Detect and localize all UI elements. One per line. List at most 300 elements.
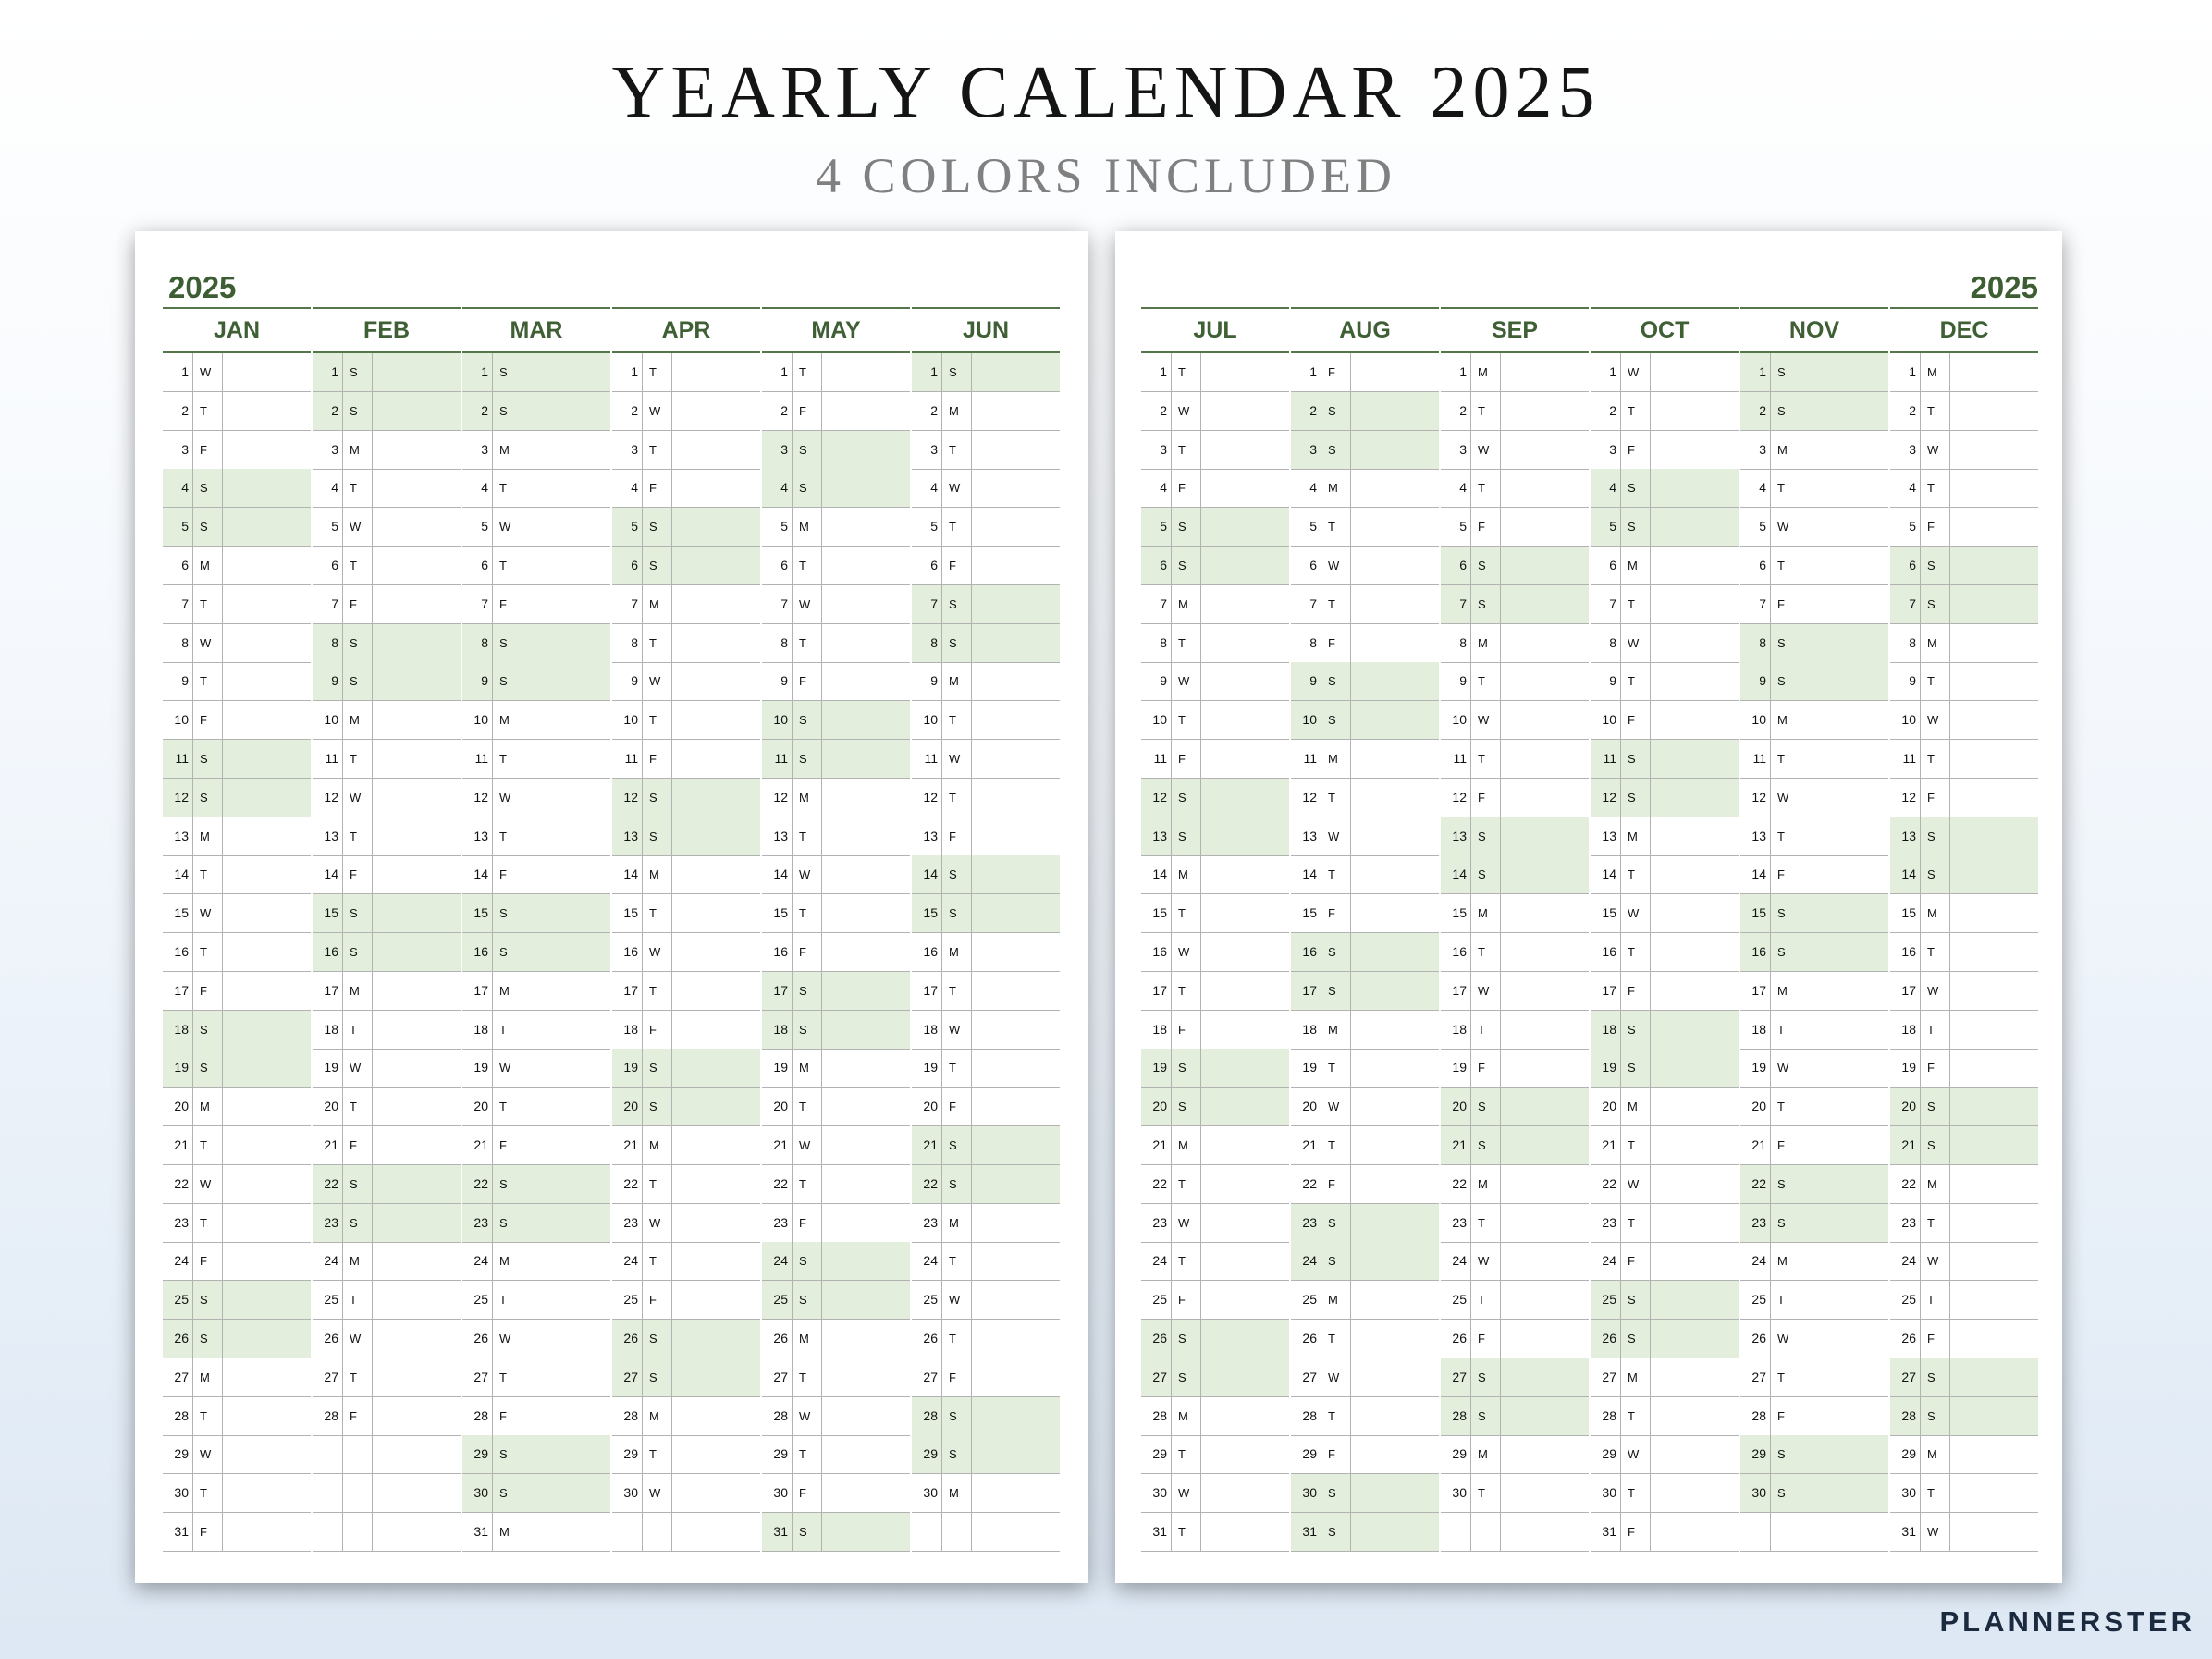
weekday-letter: T bbox=[350, 559, 357, 572]
day-number: 17 bbox=[623, 982, 638, 998]
cell-divider bbox=[1350, 353, 1351, 391]
weekday-letter: F bbox=[350, 596, 357, 611]
cell-divider bbox=[1470, 972, 1471, 1010]
weekday-letter: W bbox=[1178, 674, 1190, 689]
cell-divider bbox=[941, 1088, 942, 1125]
cell-divider bbox=[192, 1358, 193, 1396]
cell-divider bbox=[342, 508, 343, 546]
cell-divider bbox=[1171, 585, 1172, 623]
weekday-letter: T bbox=[1178, 1254, 1186, 1269]
day-number: 8 bbox=[331, 634, 338, 650]
cell-divider bbox=[1200, 817, 1201, 855]
cell-divider bbox=[222, 740, 223, 778]
cell-divider bbox=[821, 431, 822, 469]
cell-divider bbox=[1350, 585, 1351, 623]
day-row bbox=[1291, 431, 1439, 470]
cell-divider bbox=[792, 701, 793, 739]
cell-divider bbox=[1350, 701, 1351, 739]
weekday-letter: T bbox=[200, 596, 207, 611]
cell-divider bbox=[222, 585, 223, 623]
day-row bbox=[163, 894, 311, 933]
day-number: 2 bbox=[1759, 402, 1766, 418]
cell-divider bbox=[372, 1435, 373, 1473]
cell-divider bbox=[1770, 1165, 1771, 1203]
day-row bbox=[912, 855, 1060, 894]
cell-divider bbox=[1920, 1474, 1921, 1512]
day-row bbox=[163, 662, 311, 701]
cell-divider bbox=[671, 662, 672, 700]
weekday-letter: F bbox=[1328, 365, 1335, 379]
weekday-letter: F bbox=[1178, 481, 1186, 496]
cell-divider bbox=[1949, 353, 1950, 391]
cell-divider bbox=[1470, 701, 1471, 739]
cell-divider bbox=[941, 431, 942, 469]
day-number: 4 bbox=[481, 480, 488, 496]
cell-divider bbox=[1171, 1126, 1172, 1164]
cell-divider bbox=[372, 740, 373, 778]
weekday-letter: S bbox=[200, 481, 208, 496]
day-number: 25 bbox=[1302, 1292, 1317, 1308]
day-number: 22 bbox=[174, 1175, 189, 1191]
cell-divider bbox=[1350, 1088, 1351, 1125]
cell-divider bbox=[1470, 855, 1471, 893]
cell-divider bbox=[671, 817, 672, 855]
cell-divider bbox=[1500, 469, 1501, 507]
weekday-letter: M bbox=[1777, 442, 1788, 457]
cell-divider bbox=[941, 1358, 942, 1396]
weekday-letter: F bbox=[1927, 520, 1935, 535]
weekday-letter: F bbox=[799, 674, 806, 689]
weekday-letter: T bbox=[1628, 1486, 1635, 1501]
weekday-letter: S bbox=[1478, 829, 1486, 843]
year-label: 2025 bbox=[1970, 270, 2038, 304]
day-number: 21 bbox=[1901, 1137, 1916, 1152]
cell-divider bbox=[1470, 508, 1471, 546]
cell-divider bbox=[821, 1165, 822, 1203]
day-row bbox=[1591, 855, 1739, 894]
cell-divider bbox=[1920, 817, 1921, 855]
day-row bbox=[1441, 779, 1589, 817]
cell-divider bbox=[222, 1011, 223, 1049]
weekday-letter: T bbox=[1328, 1332, 1335, 1346]
cell-divider bbox=[971, 1204, 972, 1242]
cell-divider bbox=[1500, 817, 1501, 855]
cell-divider bbox=[821, 1049, 822, 1087]
weekday-letter: W bbox=[799, 867, 811, 882]
cell-divider bbox=[1470, 1126, 1471, 1164]
cell-divider bbox=[1200, 1165, 1201, 1203]
weekday-letter: S bbox=[499, 1176, 508, 1191]
day-row bbox=[1441, 1435, 1589, 1474]
cell-divider bbox=[671, 1011, 672, 1049]
day-row bbox=[1141, 972, 1289, 1011]
cell-divider bbox=[372, 1126, 373, 1164]
day-row bbox=[612, 1435, 760, 1474]
day-row bbox=[1141, 1358, 1289, 1397]
cell-divider bbox=[1470, 1242, 1471, 1280]
cell-divider bbox=[941, 1474, 942, 1512]
cell-divider bbox=[1350, 933, 1351, 971]
weekday-letter: S bbox=[649, 1370, 657, 1384]
day-number: 29 bbox=[1901, 1446, 1916, 1462]
weekday-letter: S bbox=[350, 674, 358, 689]
cell-divider bbox=[1949, 1320, 1950, 1358]
day-number: 12 bbox=[324, 789, 338, 805]
weekday-letter: S bbox=[1927, 559, 1936, 572]
weekday-letter: S bbox=[1328, 983, 1336, 998]
day-number: 29 bbox=[174, 1446, 189, 1462]
weekday-letter: T bbox=[799, 1447, 806, 1462]
weekday-letter: W bbox=[1628, 1447, 1640, 1462]
weekday-letter: S bbox=[949, 1176, 957, 1191]
cell-divider bbox=[222, 547, 223, 584]
cell-divider bbox=[192, 624, 193, 662]
weekday-letter: W bbox=[499, 1332, 511, 1346]
day-row bbox=[762, 740, 910, 779]
weekday-letter: M bbox=[350, 983, 360, 998]
day-number: 14 bbox=[1152, 866, 1167, 882]
cell-divider bbox=[1770, 469, 1771, 507]
day-row bbox=[1441, 1320, 1589, 1358]
day-row bbox=[1441, 1474, 1589, 1513]
day-row bbox=[313, 1204, 461, 1243]
weekday-letter: S bbox=[1777, 1176, 1786, 1191]
cell-divider bbox=[941, 508, 942, 546]
day-row bbox=[1591, 1281, 1739, 1320]
day-number: 12 bbox=[1302, 789, 1317, 805]
day-number: 24 bbox=[1602, 1253, 1616, 1269]
cell-divider bbox=[1920, 1435, 1921, 1473]
weekday-letter: W bbox=[350, 1332, 362, 1346]
day-number: 3 bbox=[1909, 441, 1916, 457]
day-number: 23 bbox=[174, 1214, 189, 1230]
day-row bbox=[912, 431, 1060, 470]
day-row bbox=[462, 701, 610, 740]
cell-divider bbox=[1200, 1474, 1201, 1512]
day-number: 4 bbox=[1609, 480, 1616, 496]
day-number: 26 bbox=[473, 1331, 488, 1346]
cell-divider bbox=[792, 508, 793, 546]
day-row bbox=[612, 894, 760, 933]
day-number: 11 bbox=[175, 751, 189, 766]
day-number: 3 bbox=[780, 441, 788, 457]
cell-divider bbox=[1500, 624, 1501, 662]
day-number: 22 bbox=[473, 1175, 488, 1191]
day-number: 7 bbox=[1309, 596, 1317, 611]
cell-divider bbox=[642, 1397, 643, 1435]
weekday-letter: M bbox=[200, 1100, 210, 1114]
day-number: 21 bbox=[923, 1137, 938, 1152]
day-number: 4 bbox=[1160, 480, 1167, 496]
weekday-letter: W bbox=[649, 1215, 661, 1230]
day-row bbox=[1890, 1204, 2038, 1243]
cell-divider bbox=[192, 701, 193, 739]
day-row bbox=[462, 1242, 610, 1281]
cell-divider bbox=[1770, 1011, 1771, 1049]
day-number: 14 bbox=[773, 866, 788, 882]
cell-divider bbox=[1770, 817, 1771, 855]
weekday-letter: M bbox=[1927, 906, 1937, 921]
day-number: 7 bbox=[1459, 596, 1467, 611]
day-row bbox=[1740, 1011, 1888, 1050]
weekday-letter: W bbox=[1628, 1176, 1640, 1191]
weekday-letter: T bbox=[499, 559, 507, 572]
day-row bbox=[1141, 1204, 1289, 1243]
day-row bbox=[912, 392, 1060, 431]
weekday-letter: T bbox=[799, 1176, 806, 1191]
day-row bbox=[912, 933, 1060, 972]
day-row bbox=[163, 779, 311, 817]
day-number: 15 bbox=[1152, 905, 1167, 921]
day-row bbox=[163, 817, 311, 856]
weekday-letter: S bbox=[1178, 559, 1186, 572]
day-row bbox=[1591, 1204, 1739, 1243]
cell-divider bbox=[1350, 1165, 1351, 1203]
day-number: 16 bbox=[1152, 944, 1167, 959]
cell-divider bbox=[1200, 1204, 1201, 1242]
day-number: 16 bbox=[1302, 944, 1317, 959]
day-row bbox=[1291, 1242, 1439, 1281]
weekday-letter: S bbox=[1478, 867, 1486, 882]
cell-divider bbox=[342, 817, 343, 855]
weekday-letter: F bbox=[649, 1293, 657, 1308]
day-number: 27 bbox=[1152, 1369, 1167, 1384]
weekday-letter: T bbox=[1328, 1061, 1335, 1075]
day-row bbox=[462, 1165, 610, 1204]
cell-divider bbox=[222, 1397, 223, 1435]
cell-divider bbox=[1770, 894, 1771, 932]
day-number: 10 bbox=[1751, 712, 1766, 728]
weekday-letter: F bbox=[1178, 752, 1186, 766]
cell-divider bbox=[1920, 701, 1921, 739]
weekday-letter: M bbox=[1628, 1100, 1638, 1114]
weekday-letter: T bbox=[649, 1447, 657, 1462]
day-row bbox=[1740, 1397, 1888, 1436]
cell-divider bbox=[1350, 431, 1351, 469]
cell-divider bbox=[1350, 1435, 1351, 1473]
day-number: 26 bbox=[1452, 1331, 1467, 1346]
weekday-letter: W bbox=[1178, 1486, 1190, 1501]
day-number: 10 bbox=[473, 712, 488, 728]
cell-divider bbox=[342, 547, 343, 584]
weekday-letter: S bbox=[1178, 1332, 1186, 1346]
cell-divider bbox=[1650, 1165, 1651, 1203]
cell-divider bbox=[1350, 508, 1351, 546]
cell-divider bbox=[222, 431, 223, 469]
day-row bbox=[313, 1088, 461, 1126]
day-number: 28 bbox=[1901, 1407, 1916, 1423]
cell-divider bbox=[642, 662, 643, 700]
day-number: 28 bbox=[174, 1407, 189, 1423]
cell-divider bbox=[342, 624, 343, 662]
cell-divider bbox=[642, 547, 643, 584]
day-row bbox=[1591, 779, 1739, 817]
cell-divider bbox=[1470, 740, 1471, 778]
day-row bbox=[462, 1011, 610, 1050]
cell-divider bbox=[1171, 1242, 1172, 1280]
cell-divider bbox=[222, 1126, 223, 1164]
cell-divider bbox=[1200, 740, 1201, 778]
cell-divider bbox=[222, 1320, 223, 1358]
day-row bbox=[762, 779, 910, 817]
cell-divider bbox=[342, 469, 343, 507]
cell-divider bbox=[1620, 547, 1621, 584]
cell-divider bbox=[821, 1358, 822, 1396]
cell-divider bbox=[642, 1435, 643, 1473]
day-number: 8 bbox=[631, 634, 638, 650]
day-row bbox=[313, 1011, 461, 1050]
cell-divider bbox=[821, 1474, 822, 1512]
cell-divider bbox=[1949, 1435, 1950, 1473]
day-number: 1 bbox=[1459, 364, 1467, 379]
day-number: 9 bbox=[780, 673, 788, 689]
day-row bbox=[762, 1204, 910, 1243]
day-number: 29 bbox=[773, 1446, 788, 1462]
day-row bbox=[163, 933, 311, 972]
day-number: 1 bbox=[1759, 364, 1766, 379]
day-row bbox=[163, 1397, 311, 1436]
weekday-letter: S bbox=[649, 1061, 657, 1075]
cell-divider bbox=[1200, 1358, 1201, 1396]
cell-divider bbox=[492, 431, 493, 469]
weekday-letter: T bbox=[649, 442, 657, 457]
day-row bbox=[762, 431, 910, 470]
cell-divider bbox=[1500, 508, 1501, 546]
day-row bbox=[1591, 662, 1739, 701]
day-number: 15 bbox=[923, 905, 938, 921]
day-row bbox=[313, 624, 461, 663]
day-number: 20 bbox=[1751, 1099, 1766, 1114]
month-name: JUN bbox=[912, 307, 1060, 353]
weekday-letter: T bbox=[499, 1100, 507, 1114]
day-row bbox=[1591, 508, 1739, 547]
day-number: 23 bbox=[473, 1214, 488, 1230]
cell-divider bbox=[1949, 1358, 1950, 1396]
cell-divider bbox=[342, 1474, 343, 1512]
day-number: 5 bbox=[780, 519, 788, 535]
day-number: 9 bbox=[1909, 673, 1916, 689]
day-number: 24 bbox=[324, 1253, 338, 1269]
weekday-letter: S bbox=[1178, 1370, 1186, 1384]
cell-divider bbox=[821, 585, 822, 623]
day-row bbox=[912, 817, 1060, 856]
weekday-letter: S bbox=[649, 790, 657, 805]
cell-divider bbox=[1920, 1358, 1921, 1396]
cell-divider bbox=[1920, 855, 1921, 893]
cell-divider bbox=[1200, 1088, 1201, 1125]
day-number: 2 bbox=[1459, 402, 1467, 418]
cell-divider bbox=[941, 1126, 942, 1164]
weekday-letter: F bbox=[1777, 1138, 1785, 1152]
day-number: 5 bbox=[1309, 519, 1317, 535]
cell-divider bbox=[222, 894, 223, 932]
weekday-letter: M bbox=[1927, 635, 1937, 650]
weekday-letter: T bbox=[1927, 1215, 1935, 1230]
weekday-letter: M bbox=[200, 829, 210, 843]
day-number: 27 bbox=[1302, 1369, 1317, 1384]
weekday-letter: T bbox=[1178, 983, 1186, 998]
day-number: 24 bbox=[623, 1253, 638, 1269]
weekday-letter: S bbox=[499, 1486, 508, 1501]
cell-divider bbox=[1920, 662, 1921, 700]
cell-divider bbox=[792, 353, 793, 391]
weekday-letter: S bbox=[499, 635, 508, 650]
day-row bbox=[313, 469, 461, 508]
day-number: 5 bbox=[1160, 519, 1167, 535]
brand-logo-text: PLANNERSTER bbox=[1939, 1605, 2195, 1638]
weekday-letter: S bbox=[1628, 520, 1636, 535]
cell-divider bbox=[222, 392, 223, 430]
day-number: 9 bbox=[1759, 673, 1766, 689]
day-row bbox=[313, 817, 461, 856]
weekday-letter: F bbox=[1927, 1332, 1935, 1346]
cell-divider bbox=[492, 1242, 493, 1280]
day-row bbox=[1441, 585, 1589, 624]
cell-divider bbox=[971, 1088, 972, 1125]
day-number: 28 bbox=[773, 1407, 788, 1423]
weekday-letter: F bbox=[499, 596, 507, 611]
day-row bbox=[462, 624, 610, 663]
day-row bbox=[1591, 1320, 1739, 1358]
weekday-letter: F bbox=[949, 559, 956, 572]
cell-divider bbox=[642, 817, 643, 855]
day-row bbox=[1591, 1513, 1739, 1552]
weekday-letter: T bbox=[649, 635, 657, 650]
weekday-letter: T bbox=[1178, 442, 1186, 457]
weekday-letter: M bbox=[1178, 1408, 1188, 1423]
day-number: 27 bbox=[773, 1369, 788, 1384]
cell-divider bbox=[792, 1126, 793, 1164]
day-row bbox=[612, 585, 760, 624]
weekday-letter: W bbox=[949, 1293, 961, 1308]
day-number: 6 bbox=[1160, 558, 1167, 572]
cell-divider bbox=[222, 1088, 223, 1125]
weekday-letter: S bbox=[949, 596, 957, 611]
day-number: 13 bbox=[1452, 828, 1467, 843]
weekday-letter: M bbox=[799, 520, 809, 535]
cell-divider bbox=[372, 701, 373, 739]
day-row bbox=[762, 701, 910, 740]
day-row bbox=[313, 1049, 461, 1088]
cell-divider bbox=[792, 779, 793, 817]
cell-divider bbox=[222, 817, 223, 855]
weekday-letter: W bbox=[499, 790, 511, 805]
day-number: 22 bbox=[1302, 1175, 1317, 1191]
cell-divider bbox=[971, 508, 972, 546]
day-number: 2 bbox=[1309, 402, 1317, 418]
cell-divider bbox=[1770, 585, 1771, 623]
day-number: 4 bbox=[1459, 480, 1467, 496]
cell-divider bbox=[372, 662, 373, 700]
weekday-letter: T bbox=[1628, 945, 1635, 959]
day-number: 29 bbox=[923, 1446, 938, 1462]
day-row bbox=[1890, 933, 2038, 972]
weekday-letter: M bbox=[649, 867, 659, 882]
day-row bbox=[1740, 1358, 1888, 1397]
day-row bbox=[762, 1165, 910, 1204]
weekday-letter: W bbox=[200, 906, 212, 921]
weekday-letter: S bbox=[799, 752, 807, 766]
cell-divider bbox=[192, 469, 193, 507]
day-row bbox=[1890, 894, 2038, 933]
cell-divider bbox=[642, 701, 643, 739]
weekday-letter: S bbox=[799, 1022, 807, 1037]
day-row bbox=[1141, 1474, 1289, 1513]
cell-divider bbox=[1650, 1204, 1651, 1242]
day-number: 17 bbox=[923, 982, 938, 998]
cell-divider bbox=[1500, 1435, 1501, 1473]
weekday-letter: T bbox=[799, 906, 806, 921]
